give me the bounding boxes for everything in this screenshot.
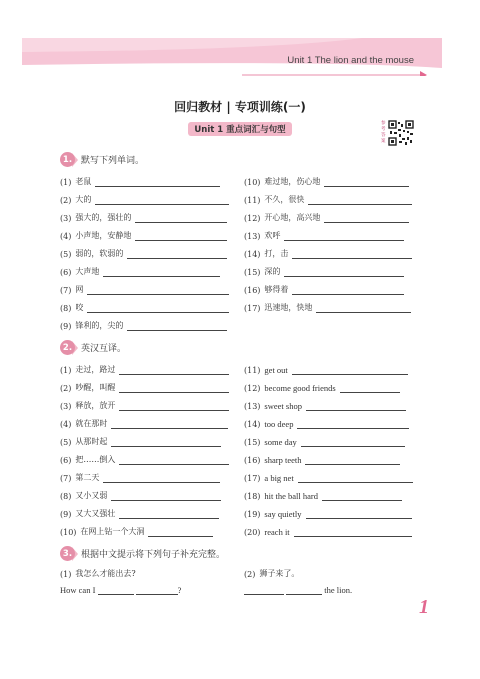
- answer-blank[interactable]: [111, 438, 221, 447]
- list-item: (7) 第二天: [60, 471, 220, 483]
- list-item: (12) become good friends: [244, 381, 400, 393]
- list-item: (5) 弱的，软弱的: [60, 247, 227, 259]
- qr-code-icon[interactable]: [388, 120, 414, 146]
- answer-blank[interactable]: [340, 384, 400, 393]
- answer-blank[interactable]: [135, 232, 227, 241]
- list-item: (4) 就在那时: [60, 417, 228, 429]
- list-item: (17) a big net: [244, 471, 413, 483]
- list-item: (2) 吵醒，叫醒: [60, 381, 229, 393]
- list-item: (16) 够得着: [244, 283, 404, 295]
- section-3-header: [60, 546, 225, 561]
- answer-blank[interactable]: [306, 510, 412, 519]
- answer-blank[interactable]: [111, 420, 228, 429]
- list-item: (13) sweet shop: [244, 399, 406, 411]
- answer-blank[interactable]: [292, 366, 408, 375]
- answer-blank[interactable]: [98, 586, 134, 595]
- list-item: (2) 大的: [60, 193, 229, 205]
- answer-blank[interactable]: [306, 402, 406, 411]
- answer-blank[interactable]: [298, 474, 413, 483]
- list-item: (9) 又大又强壮: [60, 507, 219, 519]
- answer-blank[interactable]: [119, 510, 219, 519]
- page-number: 1: [419, 596, 429, 618]
- answer-blank[interactable]: [87, 286, 229, 295]
- answer-blank[interactable]: [135, 214, 227, 223]
- list-item: (1) 走过，路过: [60, 363, 229, 375]
- list-item: (6) 大声地: [60, 265, 220, 277]
- answer-blank[interactable]: [292, 286, 404, 295]
- answer-blank[interactable]: [95, 196, 229, 205]
- list-item: (19) say quietly: [244, 507, 412, 519]
- list-item: (8) 又小又弱: [60, 489, 221, 501]
- page-subtitle: Unit 1 重点词汇与句型: [188, 122, 291, 136]
- answer-blank[interactable]: [103, 268, 220, 277]
- list-item: (3) 释放，放开: [60, 399, 229, 411]
- answer-blank[interactable]: [297, 420, 409, 429]
- answer-blank[interactable]: [244, 586, 284, 595]
- qr-label: 参考答案: [381, 121, 386, 144]
- answer-blank[interactable]: [111, 492, 221, 501]
- answer-blank[interactable]: [284, 268, 404, 277]
- answer-blank[interactable]: [286, 586, 322, 595]
- answer-blank[interactable]: [87, 304, 229, 313]
- list-item: (8) 咬: [60, 301, 229, 313]
- list-item: (17) 迅速地，快地: [244, 301, 411, 313]
- answer-blank[interactable]: [95, 178, 220, 187]
- answer-blank[interactable]: [324, 214, 409, 223]
- answer-blank[interactable]: [324, 178, 409, 187]
- list-item: (11) get out: [244, 363, 408, 375]
- answer-blank[interactable]: [136, 586, 178, 595]
- answer-blank[interactable]: [292, 250, 412, 259]
- answer-blank[interactable]: [119, 384, 229, 393]
- section-2-header: [60, 340, 126, 355]
- section-instruction: 英汉互译。: [81, 344, 127, 354]
- list-item: (12) 开心地，高兴地: [244, 211, 409, 223]
- answer-blank[interactable]: [127, 322, 227, 331]
- answer-blank[interactable]: [119, 456, 229, 465]
- list-item: (11) 不久，很快: [244, 193, 412, 205]
- answer-blank[interactable]: [119, 366, 229, 375]
- answer-blank[interactable]: [305, 456, 400, 465]
- list-item: (5) 从那时起: [60, 435, 221, 447]
- list-item: (4) 小声地，安静地: [60, 229, 227, 241]
- answer-blank[interactable]: [308, 196, 412, 205]
- list-item: (15) some day: [244, 435, 405, 447]
- section-number-badge: 2.: [60, 340, 75, 355]
- list-item: (10) 难过地，伤心地: [244, 175, 409, 187]
- list-item: (16) sharp teeth: [244, 453, 400, 465]
- list-item: (13) 欢呼: [244, 229, 404, 241]
- unit-title: Unit 1 The lion and the mouse: [287, 55, 414, 66]
- question-1-sentence: How can I ?: [60, 585, 182, 595]
- section-1-header: [60, 152, 144, 167]
- answer-blank[interactable]: [284, 232, 404, 241]
- answer-blank[interactable]: [103, 474, 220, 483]
- answer-blank[interactable]: [316, 304, 411, 313]
- list-item: (10) 在网上钻一个大洞: [60, 525, 213, 537]
- question-2-prompt: (2) 狮子来了。: [244, 569, 300, 579]
- answer-blank[interactable]: [322, 492, 402, 501]
- list-item: (14) 打，击: [244, 247, 412, 259]
- list-item: (18) hit the ball hard: [244, 489, 402, 501]
- list-item: (1) 老鼠: [60, 175, 220, 187]
- answer-blank[interactable]: [127, 250, 227, 259]
- list-item: (3) 强大的，强壮的: [60, 211, 227, 223]
- list-item: (9) 锋利的，尖的: [60, 319, 227, 331]
- list-item: (15) 深的: [244, 265, 404, 277]
- list-item: (6) 把……倒入: [60, 453, 229, 465]
- question-1-prompt: (1) 我怎么才能出去?: [60, 569, 136, 579]
- section-instruction: 根据中文提示将下列句子补充完整。: [81, 550, 226, 560]
- header-banner: [22, 38, 442, 76]
- list-item: (7) 网: [60, 283, 229, 295]
- section-number-badge: 3.: [60, 546, 75, 561]
- page-title: 回归教材 | 专项训练(一): [174, 100, 306, 114]
- answer-blank[interactable]: [119, 402, 229, 411]
- answer-blank[interactable]: [301, 438, 405, 447]
- list-item: (14) too deep: [244, 417, 409, 429]
- answer-blank[interactable]: [294, 528, 412, 537]
- section-number-badge: 1.: [60, 152, 75, 167]
- list-item: (20) reach it: [244, 525, 412, 537]
- question-2-sentence: the lion.: [244, 585, 352, 595]
- answer-blank[interactable]: [148, 528, 213, 537]
- section-instruction: 默写下列单词。: [81, 156, 145, 166]
